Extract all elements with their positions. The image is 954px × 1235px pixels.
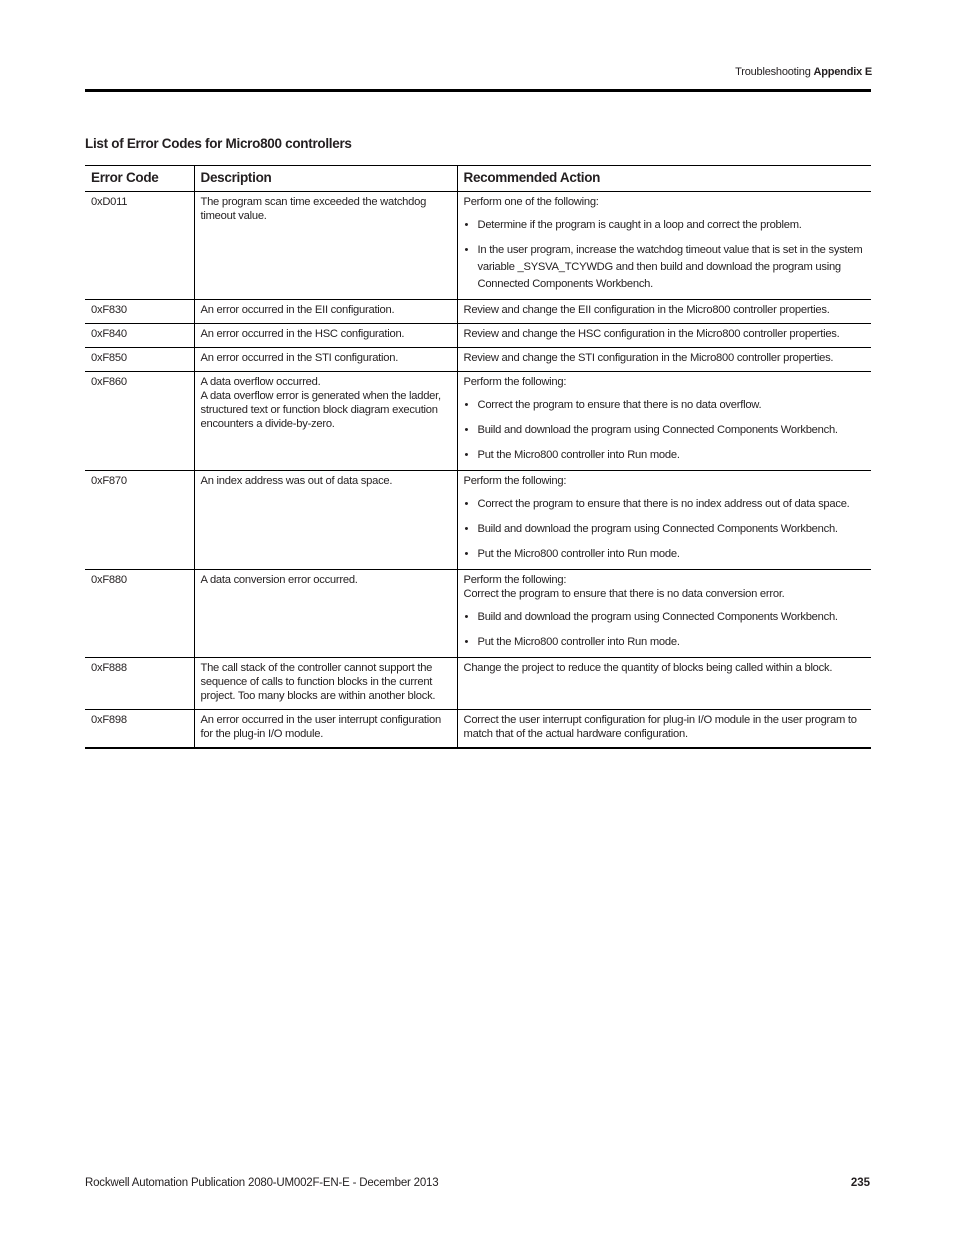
header-rule (85, 89, 871, 92)
action-text: Correct the program to ensure that there is no data conversion error. (463, 588, 785, 600)
description-cell (194, 372, 457, 471)
description-cell (194, 300, 457, 324)
error-code-cell: 0xF830 (85, 300, 194, 324)
column-header-recommended-action: Recommended Action (457, 166, 871, 192)
error-code-cell: 0xF888 (85, 658, 194, 710)
action-bullet-list (464, 496, 866, 563)
description-text: The program scan time exceeded the watchdog timeout value. (200, 196, 427, 222)
table-title: List of Error Codes for Micro800 controllers (85, 136, 352, 151)
description-cell (194, 658, 457, 710)
action-text: Review and change the EII configuration in the Micro800 controller properties. (463, 304, 830, 316)
action-bullet-item: • Put the Micro800 controller into Run mode. (464, 546, 866, 563)
error-code-cell: 0xF840 (85, 324, 194, 348)
recommended-action-cell (457, 324, 871, 348)
action-text: Correct the user interrupt configuration for plug-in I/O module in the user program to match that of the actual hardware configuration. (463, 714, 857, 740)
error-code-cell: 0xF880 (85, 570, 194, 658)
description-cell (194, 570, 457, 658)
table-row (85, 570, 871, 658)
action-text: Perform the following: (463, 574, 567, 586)
action-bullet-item: • Put the Micro800 controller into Run mode. (464, 634, 866, 651)
error-code-cell: 0xF860 (85, 372, 194, 471)
table-row (85, 710, 871, 749)
action-bullet-item: • Build and download the program using Connected Components Workbench. (464, 521, 866, 538)
table-row (85, 192, 871, 300)
action-bullet-item: • Correct the program to ensure that there is no data overflow. (464, 397, 866, 414)
action-bullet-item: • Put the Micro800 controller into Run mode. (464, 447, 866, 464)
table-row (85, 658, 871, 710)
action-bullet-list (464, 609, 866, 651)
action-text: Review and change the HSC configuration in the Micro800 controller properties. (463, 328, 840, 340)
header-appendix: Appendix E (813, 66, 872, 78)
recommended-action-cell (457, 658, 871, 710)
recommended-action-cell (457, 471, 871, 570)
action-bullet-item: • Build and download the program using Connected Components Workbench. (464, 609, 866, 626)
action-text: Review and change the STI configuration in the Micro800 controller properties. (463, 352, 834, 364)
running-header (735, 66, 872, 78)
recommended-action-cell (457, 300, 871, 324)
description-text: An index address was out of data space. (200, 475, 393, 487)
description-text: The call stack of the controller cannot support the sequence of calls to function blocks in the current project. Too many blocks are within another block. (200, 662, 436, 702)
action-text: Perform one of the following: (463, 196, 599, 208)
action-bullet-item: • Build and download the program using Connected Components Workbench. (464, 422, 866, 439)
page-number: 235 (850, 1177, 870, 1189)
error-codes-table (85, 165, 871, 749)
error-code-cell: 0xF850 (85, 348, 194, 372)
column-header-description: Description (194, 166, 457, 192)
description-text: A data conversion error occurred. (200, 574, 358, 586)
description-text: An error occurred in the HSC configuration. (200, 328, 405, 340)
table-row (85, 300, 871, 324)
action-bullet-item: • Determine if the program is caught in a loop and correct the problem. (464, 217, 866, 234)
recommended-action-cell (457, 372, 871, 471)
description-text: A data overflow error is generated when the ladder, structured text or function block diagram execution encounters a divide-by-zero. (200, 390, 441, 430)
table-row (85, 372, 871, 471)
action-bullet-item: • Correct the program to ensure that there is no index address out of data space. (464, 496, 866, 513)
recommended-action-cell (457, 192, 871, 300)
action-bullet-item: • In the user program, increase the watchdog timeout value that is set in the system variable _SYSVA_TCYWDG and then build and download the program using Connected Components Workbench. (464, 242, 866, 293)
description-cell (194, 324, 457, 348)
recommended-action-cell (457, 348, 871, 372)
action-bullet-list (464, 217, 866, 293)
description-cell (194, 471, 457, 570)
recommended-action-cell (457, 570, 871, 658)
description-cell (194, 710, 457, 749)
action-bullet-list (464, 397, 866, 464)
description-cell (194, 348, 457, 372)
footer-publication: Rockwell Automation Publication 2080-UM002F-EN-E - December 2013 (85, 1177, 439, 1189)
error-code-cell: 0xF870 (85, 471, 194, 570)
action-text: Change the project to reduce the quantity of blocks being called within a block. (463, 662, 833, 674)
column-header-error-code: Error Code (85, 166, 194, 192)
description-text: An error occurred in the user interrupt configuration for the plug-in I/O module. (200, 714, 441, 740)
table-header-row (85, 166, 871, 192)
action-text: Perform the following: (463, 475, 567, 487)
description-text: An error occurred in the EII configuration. (200, 304, 395, 316)
table-row (85, 324, 871, 348)
description-text: A data overflow occurred. (200, 376, 321, 388)
recommended-action-cell (457, 710, 871, 749)
description-text: An error occurred in the STI configuration. (200, 352, 399, 364)
header-section: Troubleshooting (735, 66, 811, 78)
table-row (85, 471, 871, 570)
error-code-cell: 0xF898 (85, 710, 194, 749)
table-row (85, 348, 871, 372)
action-text: Perform the following: (463, 376, 567, 388)
description-cell (194, 192, 457, 300)
error-code-cell: 0xD011 (85, 192, 194, 300)
